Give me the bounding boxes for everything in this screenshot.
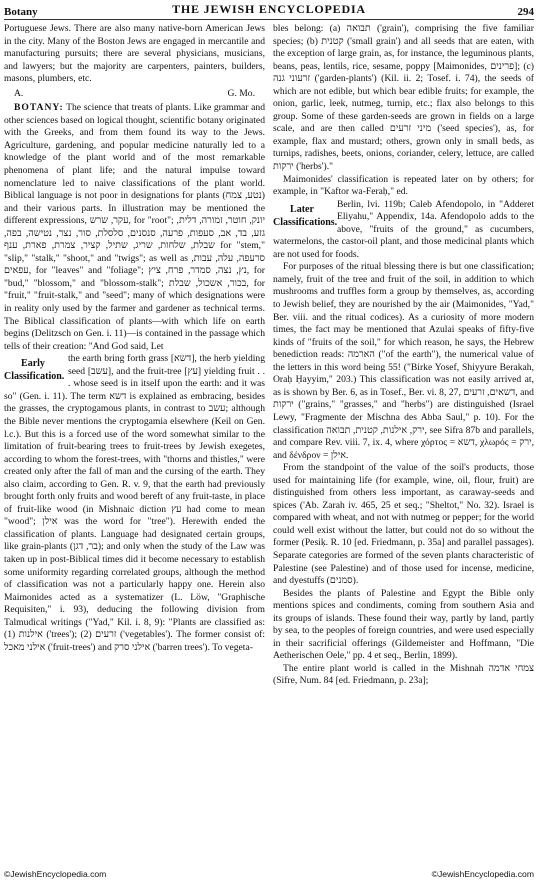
signature-left: A. (14, 87, 24, 99)
right-column (273, 23, 534, 867)
food-value-paragraph: From the standpoint of the value of the soil's products, those used for maintaining life (for example, wine, oil, flour, fruit) are distinguished from others less important, as caraway-seeds and spices ('Ab. Zarah iv. 465, 25 et seq.; "Sheltot," No. 32). Israel is compared with wheat, and not with nutmeg or pepper; for the world could well exist without the latter, but could not do so without the former (Pesiḳ. R. 10 [ed. Friedmann, p. 35a] and parallel passages). Separate categories are formed of the seven plants characteristic of Palestine (see Palestine) and of those used for incense, medicine, and dyestuffs (סמנים). (273, 462, 534, 587)
article-heading: BOTANY: (14, 102, 64, 114)
footer-copyright-left: ©JewishEncyclopedia.com (4, 869, 107, 879)
author-signature (4, 88, 265, 101)
mishnah-paragraph: The entire plant world is called in the Mishnah צמחי אדמה (Sifre, Num. 84 [ed. Friedmann, p. 23a]; (273, 662, 534, 687)
header-rule (4, 19, 534, 20)
signature-right: G. Mo. (227, 87, 255, 99)
header-page-number: 294 (517, 6, 534, 18)
intro-paragraph: Portuguese Jews. There are also many native-born American Jews in the city. Many of the Boston Jews are engaged in mercantile and manufacturing pursuits; there are several physicians, musicians, and lawyers; but the majority are carpenters, painters, builders, masons, plumbers, etc. (4, 23, 265, 85)
continued-paragraph: bles belong: (a) תבואה ('grain'), comprising the five familiar species; (b) קטנית ('small grain') and all seeds that are eaten, with the exception of large grain, as, for instance, the leguminous plants, beans, peas, lentils, rice, sesame, poppy [Maimonides, פרינים]; (c) זרעוני גנה ('garden-plants') (Kil. ii. 2; Tosef. i. 74), the seeds of which are not edible, but which bear edible fruits; for example, the onion, garlic, leek, nutmeg, turnip, etc.; flax also belongs to this group. Some of these garden-seeds are grown in fields on a large scale, and are then called מיני זרעים ('seed species'), as, for example, flax and mustard; others, grown only in small beds, as turnips, radishes, beets, onions, coriander, celery, lettuce, are called ירקות ('herbs')." (273, 23, 534, 173)
botany-paragraph (4, 102, 265, 353)
footer-copyright-right: ©JewishEncyclopedia.com (431, 869, 534, 879)
left-column (4, 23, 265, 867)
maimonides-paragraph: Maimonides' classification is repeated later on by others; for example, in "Kaftor wa-Feraḥ," ed. (273, 173, 534, 198)
header-article-name: Botany (4, 6, 38, 18)
side-heading-early: Early Classification. (4, 358, 65, 383)
page-header (4, 2, 534, 18)
side-heading-later: Later Classifications. (273, 203, 338, 228)
header-title: THE JEWISH ENCYCLOPEDIA (172, 2, 366, 16)
botany-text: The science that treats of plants. Like grammar and other sciences based on logical thought, scientific botany originated with the Greeks, and from them found its way to the Jews. Agriculture, gardening, and popular medicine naturally led to a knowledge of the plant world and of the most remarkable phenomena of plant life; and the natural impulse toward nomenclature led to naive classifications of the plant world. Biblical language is not poor in designations for plants (נטע, צמח) and their various parts. In illustration may be mentioned the different expressions, עקר, שרש, for "root"; יונק, חוטר, זמורה, דלית, גזע, בד, אב, סעפות, פרעה, סנסנים, סלסלת, סור, נצר, נטישה, בפה, שבלת, שלחות, שריג, שתיל, קציר, צמרת, פארת, ענף for "stem," "slip," "stalk," "shoot," and "twigs"; as well as סרעפה, עלה, עבות, עפאים, for "leaves" and "foliage"; נץ, נצה, סמדר, פרח, ציץ, for "bud," "blossom," and "blossom-stalk"; בכור, אשכול, שבלת, for "fruit," "fruit-stalk," and "seed"; many of which designations were in reality only used by the farmer and gardener as technical terms. The Biblical classification of plants—with which life on earth begins (Delitzsch on Gen. i. 11)—is contained in the passage which tells of their creation: "And God said, Let (4, 102, 265, 352)
early-classification-paragraph: the earth bring forth grass [דשא], the herb yielding seed [עשב], and the fruit-tree [עץ] yielding fruit . . . whose seed is in itself upon the earth: and it was so" (Gen. i. 11). The term דשא is explained as embracing, besides the grasses, the cryptogamous plants, in contrast to עשב; although the Bible never mentions the cryptogamia elsewhere (Keil on Gen. l.c.). But this is a forced use of the word somewhat similar to the limitation of fruit-bearing trees to fruit-trees by Jewish exegetes, according to whom the forest-trees, with "thorns and thistles," were created only after the fall of man and the cursing of the earth. They also claim, according to Gen. R. v. 9, that the earth had previously brought forth only fruits and wood bereft of any fruit-taste, in place of fruit-like wood (in Mishnaic diction עץ had come to mean "wood"; אילן was the word for "tree"). Herewith ended the classification of plants. Language had designated certain groups, like grain-plants (בר, דגן); and only when the study of the Law was taken up in post-Biblical times did it become necessary to establish some uniformity regarding correlated groups, although the method of classification was not a particularly happy one. Herein also Maimonides acted as a systematizer (L. Löw, "Graphische Requisiten," i. 93), deducing the following division from Talmudical writings ("Yad," Kil. i. 8, 9): "Plants are classified as: (1) אילנות ('trees'); (2) זרעים ('vegetables'). The former consist of: אילני מאכל ('fruit-trees') and אילני סרק ('barren trees'). To vegeta- (4, 353, 265, 653)
later-classification-paragraph: Berlin, lvi. 119b; Caleb Afendopolo, in "Adderet Eliyahu," Appendix, 14a. Afendopolo adds to the above, "fruits of the ground," as cucumbers, watermelons, the castor-oil plant, and those medicinal plants which are not used for foods. (273, 198, 534, 260)
spices-paragraph: Besides the plants of Palestine and Egypt the Bible only mentions spices and condiments, coming from southern Asia and its groups of islands. These found their way, partly by land, partly by sea, to the peoples of foreign countries, and were used especially in their sacrificial offerings (Gildemeister and Hoffmann, "Die Aetherischen Oele," pp. 4 et seq., Berlin, 1899). (273, 587, 534, 662)
ritual-paragraph: For purposes of the ritual blessing there is but one classification; namely, fruit of the tree and fruit of the soil, in addition to which mushrooms and truffles form a group by themselves, as, according to Jewish belief, they are nourished by the air (Maimonides, "Yad," Ber. viii. and the ritual codices). As a curiosity of more modern times, the fact may be mentioned that Azulai speaks of fifty-five kinds of "fruits of the soil," for which reason, he says, the Hebrew benediction reads: הארמה ("of the earth"), the numerical value of the letters in this word being 55! ("Birke Yosef, Shiyyure Berakah, Oraḥ Ḥayyim," 203.) This classification was not easily arrived at, as is shown by Ber. 6, as in Tosef., Ber. vi. 8, 27, דשאים, זרעים, and ירקות ("grains," "grasses," and "herbs") are distinguished (Israel Lewy, "Fragmente der Mischna des Abba Saul," p. 10). For the classification ירק, אילנות, קטנית, תבואה, see Sifra 87b and parallels, and compare Rev. viii. 7, ix. 4, where χόρτος = דשא, χλωρός = ירק, and δένδρον = אילן. (273, 261, 534, 461)
page-footer (4, 868, 534, 880)
